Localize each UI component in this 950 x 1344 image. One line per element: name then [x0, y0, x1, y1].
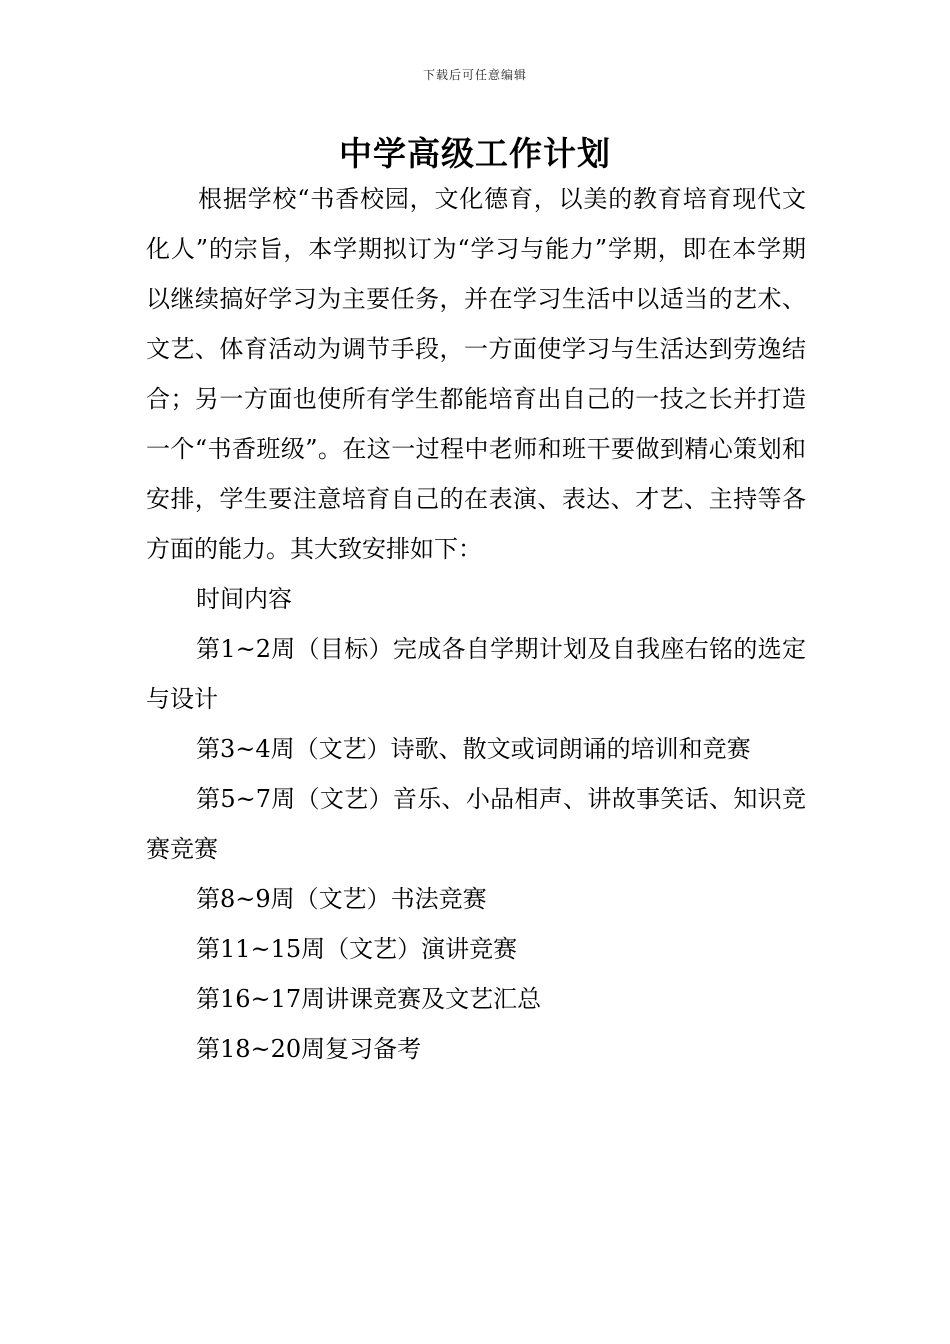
schedule-item: 第1~2周（目标）完成各自学期计划及自我座右铭的选定与设计: [146, 635, 806, 713]
schedule-item: 第11~15周（文艺）演讲竞赛: [196, 935, 518, 963]
intro-paragraph: 根据学校“书香校园，文化德育，以美的教育培育现代文化人”的宗旨，本学期拟订为“学习与能力”学期，即在本学期以继续搞好学习为主要任务，并在学习生活中以适当的艺术、文艺、体育活动为调节手段，一方面使学习与生活达到劳逸结合；另一方面也使所有学生都能培育出自己的一技之长并打造一个“书香班级”。在这一过程中老师和班干要做到精心策划和安排，学生要注意培育自己的在表演、表达、才艺、主持等各方面的能力。其大致安排如下：: [146, 185, 806, 563]
schedule-item: 第8~9周（文艺）书法竞赛: [196, 885, 487, 913]
schedule-item: 第16~17周讲课竞赛及文艺汇总: [196, 985, 542, 1013]
header-note: 下载后可任意编辑: [422, 68, 527, 82]
schedule-item: 第3~4周（文艺）诗歌、散文或词朗诵的培训和竞赛: [196, 735, 751, 763]
schedule-header: 时间内容: [196, 585, 292, 613]
schedule-item: 第18~20周复习备考: [196, 1035, 422, 1063]
document-body: [146, 174, 806, 1074]
schedule-item: 第5~7周（文艺）音乐、小品相声、讲故事笑话、知识竞赛竞赛: [146, 785, 806, 863]
document-title: 中学高级工作计划: [339, 134, 611, 173]
